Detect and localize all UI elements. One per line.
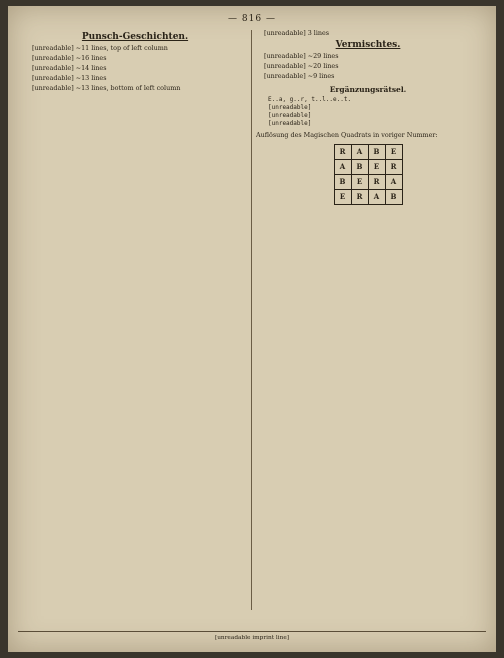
right-paragraph: [unreadable] ~29 lines [264,51,339,60]
right-paragraph: [unreadable] ~9 lines [264,71,335,80]
square-cell: E [385,145,402,160]
left-paragraph: [unreadable] ~13 lines [32,73,107,82]
left-paragraph: [unreadable] ~16 lines [32,53,107,62]
square-cell: E [351,175,368,190]
square-cell: B [334,175,351,190]
puzzle-line: E..a, g..r, t..l..e..t. [268,96,352,104]
square-cell: A [334,160,351,175]
left-paragraph: [unreadable] ~11 lines, top of left column [32,43,168,52]
square-cell: B [385,190,402,205]
square-cell: A [368,190,385,205]
square-cell: B [368,145,385,160]
puzzle-line: [unreadable] [268,104,312,112]
puzzle-line: [unreadable] [268,112,312,120]
puzzle-heading: Ergänzungsrätsel. [329,84,407,94]
right-top-paragraph: [unreadable] 3 lines [264,30,330,37]
left-paragraph: [unreadable] ~13 lines, bottom of left column [32,83,181,92]
solution-caption: Auflösung des Magischen Quadrats in voriger Nummer: [256,131,438,140]
right-paragraph: [unreadable] ~20 lines [264,61,339,70]
punsch-heading: Punsch-Geschichten. [81,32,189,42]
left-paragraph: [unreadable] ~14 lines [32,63,107,72]
page-number: — 816 — [228,14,276,24]
vermischtes-heading: Vermischtes. [335,39,401,50]
square-cell: A [385,175,402,190]
puzzle-lines [268,96,480,128]
square-cell: B [351,160,368,175]
left-column [24,30,246,610]
newspaper-page [8,6,496,652]
puzzle-line: [unreadable] [268,120,312,128]
square-cell: R [368,175,385,190]
column-divider [251,30,252,610]
imprint-footer: [unreadable imprint line] [18,631,486,646]
square-cell: R [351,190,368,205]
right-column [256,30,480,610]
square-cell: E [368,160,385,175]
square-cell: E [334,190,351,205]
square-cell: A [351,145,368,160]
square-cell: R [385,160,402,175]
square-cell: R [334,145,351,160]
magic-square [256,144,480,205]
magic-square-table [334,144,403,205]
